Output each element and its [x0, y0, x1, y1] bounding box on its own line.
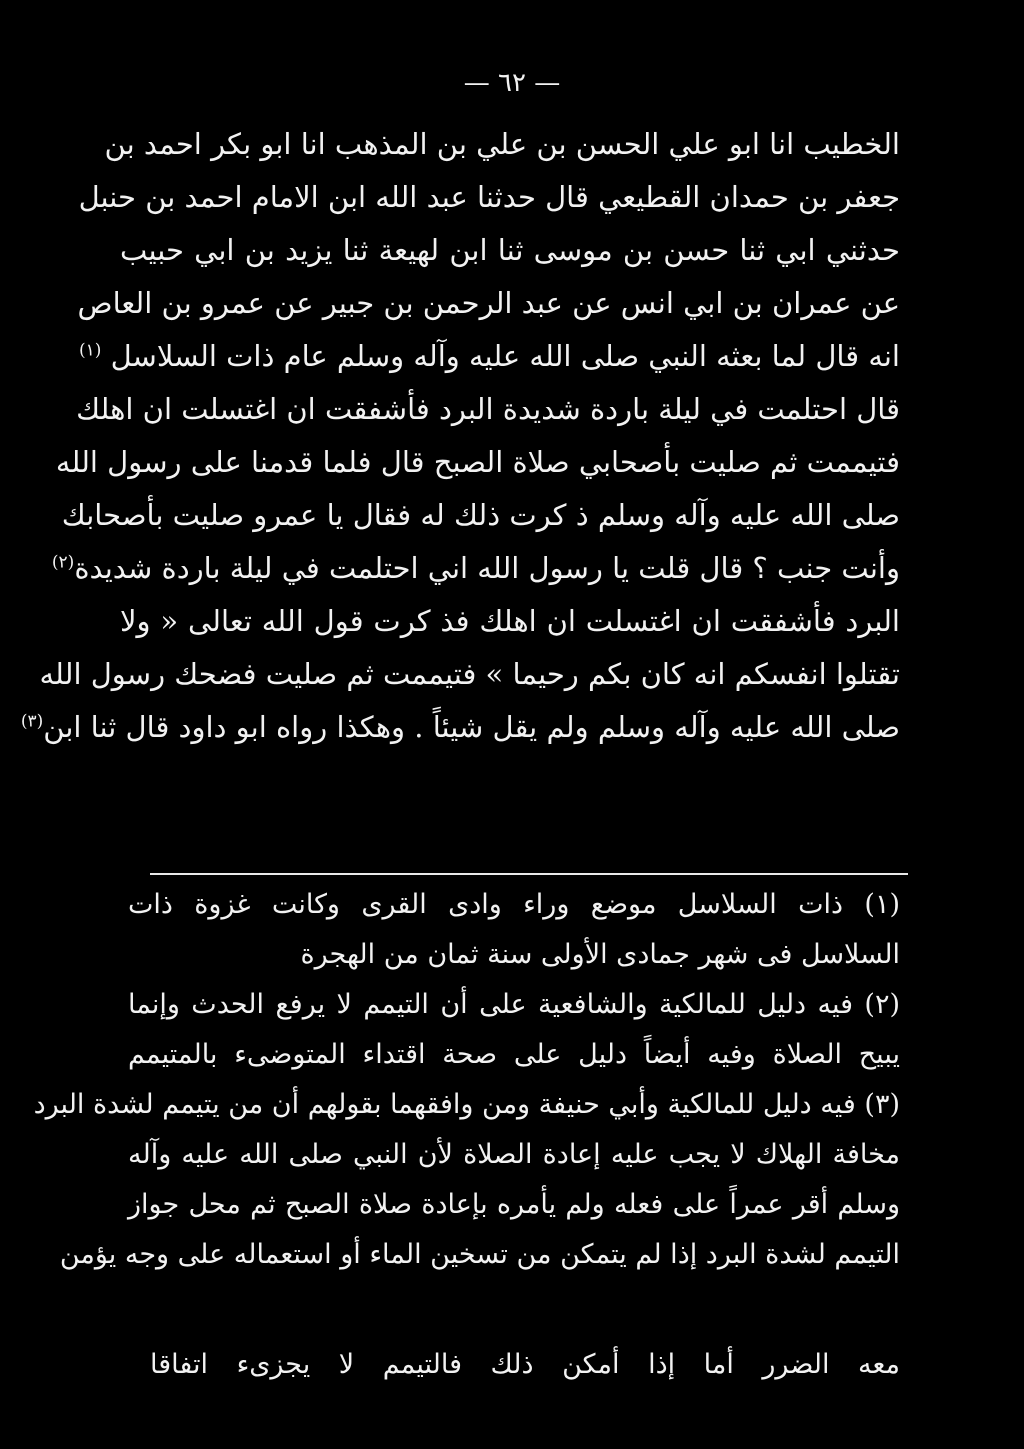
text-line: جعفر بن حمدان القطيعي قال حدثنا عبد الله ابن الامام احمد بن حنبل [78, 180, 900, 214]
text-line-content: صلى الله عليه وآله وسلم ولم يقل شيئاً . وهكذا رواه ابو داود قال ثنا ابن [43, 710, 900, 744]
page-number: — ٦٢ — [463, 68, 561, 98]
text-line: تقتلوا انفسكم انه كان بكم رحيما » فتيممت ثم صليت فضحك رسول الله [39, 657, 900, 691]
text-line: عن عمران بن ابي انس عن عبد الرحمن بن جبير عن عمرو بن العاص [77, 286, 900, 320]
footnote-line: (٣) فيه دليل للمالكية وأبي حنيفة ومن وافقهما بقولهم أن من يتيمم لشدة البرد [33, 1089, 900, 1120]
footnotes [33, 880, 900, 1280]
text-line: صلى الله عليه وآله وسلم ذ كرت ذلك له فقال يا عمرو صليت بأصحابك [61, 498, 900, 532]
footnote-line: (١) ذات السلاسل موضع وراء وادى القرى وكانت غزوة ذات [128, 889, 900, 920]
text-line: الخطيب انا ابو علي الحسن بن علي بن المذهب انا ابو بكر احمد بن [104, 127, 900, 161]
footnote-marker-1[interactable]: (١) [78, 340, 102, 361]
footnote-line: السلاسل فى شهر جمادى الأولى سنة ثمان من الهجرة [300, 939, 900, 970]
text-line: البرد فأشفقت ان اغتسلت ان اهلك فذ كرت قول الله تعالى « ولا [120, 604, 900, 638]
footnote-divider [150, 873, 908, 875]
text-line: فتيممت ثم صليت بأصحابي صلاة الصبح قال فلما قدمنا على رسول الله [55, 445, 900, 479]
text-line [78, 330, 900, 383]
footnote-line: التيمم لشدة البرد إذا لم يتمكن من تسخين الماء أو استعماله على وجه يؤمن [59, 1239, 900, 1270]
footnote-line: (٢) فيه دليل للمالكية والشافعية على أن التيمم لا يرفع الحدث وإنما [128, 989, 900, 1020]
footnote-line: يبيح الصلاة وفيه أيضاً دليل على صحة اقتداء المتوضىء بالمتيمم [128, 1039, 900, 1070]
footnote-marker-2[interactable]: (٢) [51, 552, 75, 573]
text-line: حدثني ابي ثنا حسن بن موسى ثنا ابن لهيعة ثنا يزيد بن ابي حبيب [120, 233, 900, 267]
footnote-line: معه الضرر أما إذا أمكن ذلك فالتيمم لا يجزىء اتفاقا [150, 1349, 900, 1380]
footnote-marker-3[interactable]: (٣) [20, 711, 44, 732]
main-text [20, 118, 900, 754]
text-line [20, 701, 900, 754]
text-line-content: وأنت جنب ؟ قال قلت يا رسول الله اني احتلمت في ليلة باردة شديدة [74, 551, 900, 585]
footnote-line: وسلم أقر عمراً على فعله ولم يأمره بإعادة صلاة الصبح ثم محل جواز [128, 1189, 900, 1220]
text-line: قال احتلمت في ليلة باردة شديدة البرد فأشفقت ان اغتسلت ان اهلك [76, 392, 900, 426]
text-line [51, 542, 900, 595]
footnote-line: مخافة الهلاك لا يجب عليه إعادة الصلاة لأن النبي صلى الله عليه وآله [128, 1139, 900, 1170]
text-line-content: انه قال لما بعثه النبي صلى الله عليه وآله وسلم عام ذات السلاسل [110, 339, 900, 373]
